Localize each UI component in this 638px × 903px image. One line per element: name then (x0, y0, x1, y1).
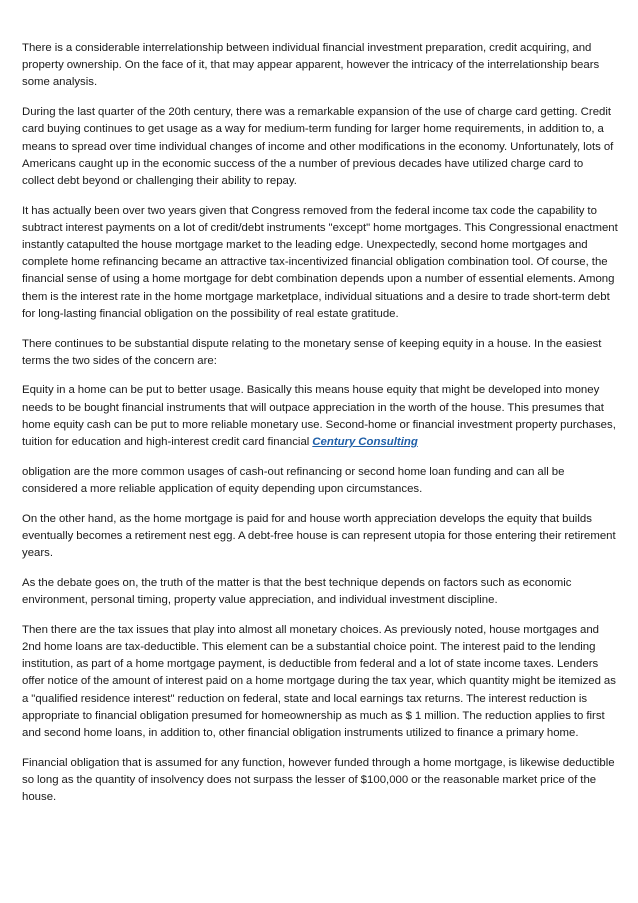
paragraph-4: There continues to be substantial dispute relating to the monetary sense of keeping equity in a house. In the easiest terms the two sides of the concern are: (22, 337, 602, 367)
century-consulting-link[interactable]: Century Consulting (312, 436, 418, 449)
paragraph-2: During the last quarter of the 20th century, there was a remarkable expansion of the use of charge card getting. Credit card buying continues to get usage as a way for medium-term funding for larger home requirements, in addition to, a means to spread over time individual changes of income and other modifications in the economy. Unfortunately, lots of Americans caught up in the economic success of the a number of previous decades have utilized charge card to collect debt beyond or challenging their ability to repay. (22, 106, 614, 187)
paragraph-5-text: Equity in a home can be put to better usage. Basically this means house equity that might be developed into money needs to be bought financial instruments that will outpace appreciation in the worth of the house. This presumes that home equity cash can be put to more reliable monetary use. Second-home or financial investment property purchases, tuition for education and high-interest credit card financial (22, 384, 616, 449)
paragraph-8: As the debate goes on, the truth of the matter is that the best technique depends on factors such as economic environment, personal timing, property value appreciation, and individual investment discipline. (22, 576, 572, 606)
paragraph-3: It has actually been over two years given that Congress removed from the federal income tax code the capability to subtract interest payments on a lot of credit/debt instruments "except" home mortgages. This Congressional enactment instantly catapulted the house mortgage market to the leading edge. Unexpectedly, second home mortgages and complete home refinancing became an attractive tax-incentivized financial obligation combination tool. Of course, the financial sense of using a home mortgage for debt combination depends upon a number of essential elements. Among them is the interest rate in the home mortgage marketplace, individual situations and a desire to trade short-term debt for long-lasting financial obligation on the possibility of real estate gratitude. (22, 204, 618, 320)
paragraph-7: On the other hand, as the home mortgage is paid for and house worth appreciation develops the equity that builds eventually becomes a retirement nest egg. A debt-free house is can represent utopia for those entering their retirement years. (22, 512, 616, 560)
paragraph-10: Financial obligation that is assumed for any function, however funded through a home mortgage, is likewise deductible so long as the quantity of insolvency does not surpass the lesser of $100,000 or the reasonable market price of the house. (22, 756, 615, 804)
paragraph-9: Then there are the tax issues that play into almost all monetary choices. As previously noted, house mortgages and 2nd home loans are tax-deductible. This element can be a substantial choice point. The interest paid to the lending institution, as part of a home mortgage payment, is deductible from federal and a lot of state income taxes. Lenders offer notice of the amount of interest paid on a home mortgage during the tax year, which quantity might be itemized as a "qualified residence interest" reduction on federal, state and local earnings tax returns. The interest reduction is appropriate to financial obligation presumed for homeownership as much as $ 1 million. The reduction applies to first and second home loans, in addition to, other financial obligation instruments utilized to finance a primary home. (22, 623, 616, 739)
paragraph-1: There is a considerable interrelationship between individual financial investment preparation, credit acquiring, and property ownership. On the face of it, that may appear apparent, however the intricacy of the interrelationship bears some analysis. (22, 42, 600, 89)
paragraph-6: obligation are the more common usages of cash-out refinancing or second home loan funding and can all be considered a more reliable application of equity depending upon circumstances. (22, 465, 565, 495)
paragraph-5-with-link (22, 382, 618, 451)
